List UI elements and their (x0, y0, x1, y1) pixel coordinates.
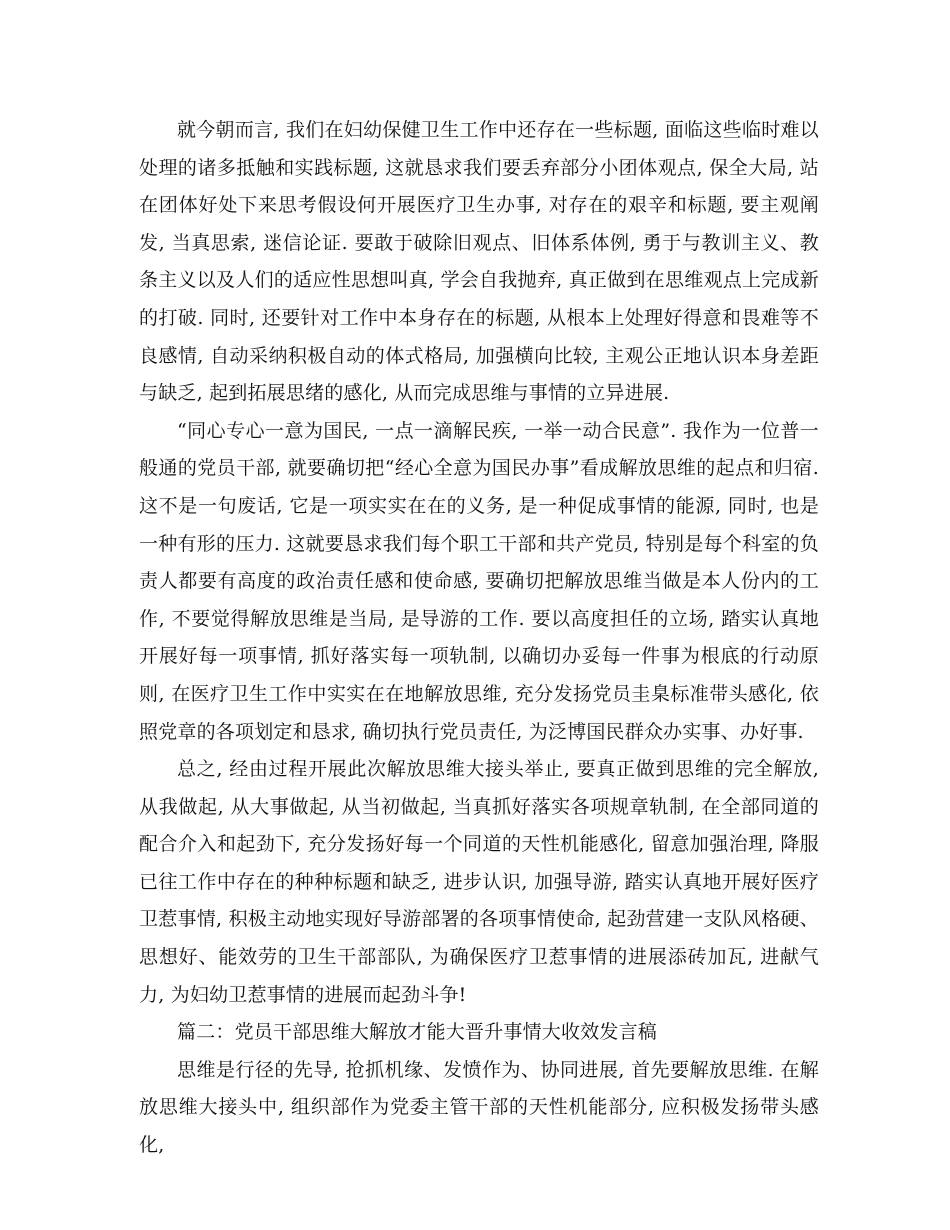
document-page (139, 112, 819, 1165)
paragraph-4: 思维是行径的先导, 抢抓机缘、发愤作为、协同进展, 首先要解放思维. 在解放思维大接头中, 组织部作为党委主管干部的天性机能部分, 应积极发扬带头感化, (139, 1058, 819, 1157)
paragraph-1: 就今朝而言, 我们在妇幼保健卫生工作中还存在一些标题, 面临这些临时难以处理的诸多抵触和实践标题, 这就恳求我们要丢弃部分小团体观点, 保全大局, 站在团体好处下来思考假设何开展医疗卫生办事, 对存在的艰辛和标题, 要主观阐发, 当真思索, 迷信论证. 要敢于破除旧观点、旧体系体例, 勇于与教训主义、教条主义以及人们的适应性思想叫真, 学会自我抛弃, 真正做到在思维观点上完成新的打破. 同时, 还要针对工作中本身存在的标题, 从根本上处理好得意和畏难等不良感情, 自动采纳积极自动的体式格局, 加强横向比较, 主观公正地认识本身差距与缺乏, 起到拓展思绪的感化, 从而完成思维与事情的立异进展. (139, 119, 819, 405)
paragraph-2: “同心专心一意为国民, 一点一滴解民疾, 一举一动合民意”. 我作为一位普一般通的党员干部, 就要确切把“经心全意为国民办事”看成解放思维的起点和归宿. 这不是一句废话, 它是一项实实在在的义务, 是一种促成事情的能源, 同时, 也是一种有形的压力. 这就要恳求我们每个职工干部和共产党员, 特别是每个科室的负责人都要有高度的政治责任感和使命感, 要确切把解放思维当做是本人份内的工作, 不要觉得解放思维是当局, 是导游的工作. 要以高度担任的立场, 踏实认真地开展好每一项事情, 抓好落实每一项轨制, 以确切办妥每一件事为根底的行动原则, 在医疗卫生工作中实实在在地解放思维, 充分发扬党员圭臬标准带头感化, 依照党章的各项划定和恳求, 确切执行党员责任, 为泛博国民群众办实事、办好事. (139, 419, 819, 743)
paragraph-3: 总之, 经由过程开展此次解放思维大接头举止, 要真正做到思维的完全解放, 从我做起, 从大事做起, 从当初做起, 当真抓好落实各项规章轨制, 在全部同道的配合介入和起劲下, 充分发扬好每一个同道的天性机能感化, 留意加强治理, 降服已往工作中存在的种种标题和缺乏, 进步认识, 加强导游, 踏实认真地开展好医疗卫惹事情, 积极主动地实现好导游部署的各项事情使命, 起劲营建一支队风格硬、思想好、能效劳的卫生干部部队, 为确保医疗卫惹事情的进展添砖加瓦, 进献气力, 为妇幼卫惹事情的进展而起劲斗争! (139, 758, 819, 1006)
section-heading: 篇二：党员干部思维大解放才能大晋升事情大收效发言稿 (177, 1021, 658, 1044)
